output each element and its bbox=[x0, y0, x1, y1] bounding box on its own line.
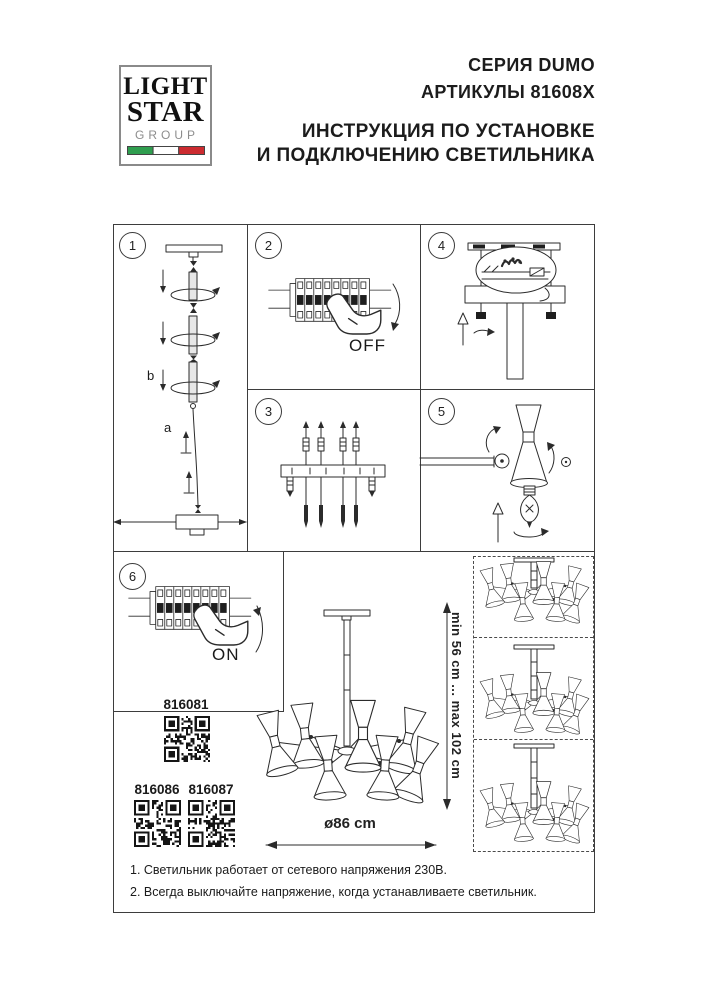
step4-number-text: 4 bbox=[437, 238, 446, 253]
step6-number-text: 6 bbox=[128, 569, 137, 584]
logo-text-group: GROUP bbox=[134, 128, 199, 143]
article-code-816087: 816087 bbox=[188, 782, 234, 797]
step3-diagram bbox=[281, 421, 385, 528]
note-1: 1. Светильник работает от сетевого напряжения 230В. bbox=[130, 863, 447, 877]
on-label: ON bbox=[212, 645, 240, 664]
step5-number-text: 5 bbox=[437, 404, 446, 419]
qr-code bbox=[134, 800, 181, 847]
step6-diagram bbox=[129, 587, 263, 652]
label-b: b bbox=[147, 368, 155, 383]
step3-number-text: 3 bbox=[264, 404, 273, 419]
instruction-title-line1: ИНСТРУКЦИЯ ПО УСТАНОВКЕ bbox=[301, 121, 595, 142]
height-range-label: min 56 cm ... max 102 cm bbox=[449, 612, 464, 780]
step2-diagram bbox=[269, 279, 400, 334]
qr-code bbox=[188, 800, 235, 847]
off-label: OFF bbox=[349, 336, 386, 355]
chandelier-drawing bbox=[252, 610, 443, 805]
logo-text-light: LIGHT bbox=[123, 73, 208, 100]
step5-diagram bbox=[420, 405, 571, 542]
step6-number bbox=[119, 563, 146, 590]
step2-number-text: 2 bbox=[264, 238, 273, 253]
qr-code bbox=[164, 716, 210, 762]
article-code-816086: 816086 bbox=[134, 782, 180, 797]
article-code-816081: 816081 bbox=[163, 697, 209, 712]
diameter-label: ø86 cm bbox=[324, 815, 376, 832]
step4-diagram bbox=[458, 243, 565, 379]
label-a: a bbox=[164, 420, 172, 435]
step2-number bbox=[255, 232, 282, 259]
step3-number bbox=[255, 398, 282, 425]
instruction-title-line2: И ПОДКЛЮЧЕНИЮ СВЕТИЛЬНИКА bbox=[256, 145, 595, 166]
series-title: СЕРИЯ DUMO bbox=[468, 55, 595, 75]
step5-number bbox=[428, 398, 455, 425]
step4-number bbox=[428, 232, 455, 259]
variant-drawings bbox=[477, 558, 592, 845]
articles-title: АРТИКУЛЫ 81608X bbox=[421, 82, 595, 102]
logo-text-star: STAR bbox=[126, 95, 205, 128]
step1-number bbox=[119, 232, 146, 259]
step1-number-text: 1 bbox=[128, 238, 137, 253]
note-2: 2. Всегда выключайте напряжение, когда устанавливаете светильник. bbox=[130, 885, 537, 899]
step1-diagram bbox=[113, 245, 247, 535]
